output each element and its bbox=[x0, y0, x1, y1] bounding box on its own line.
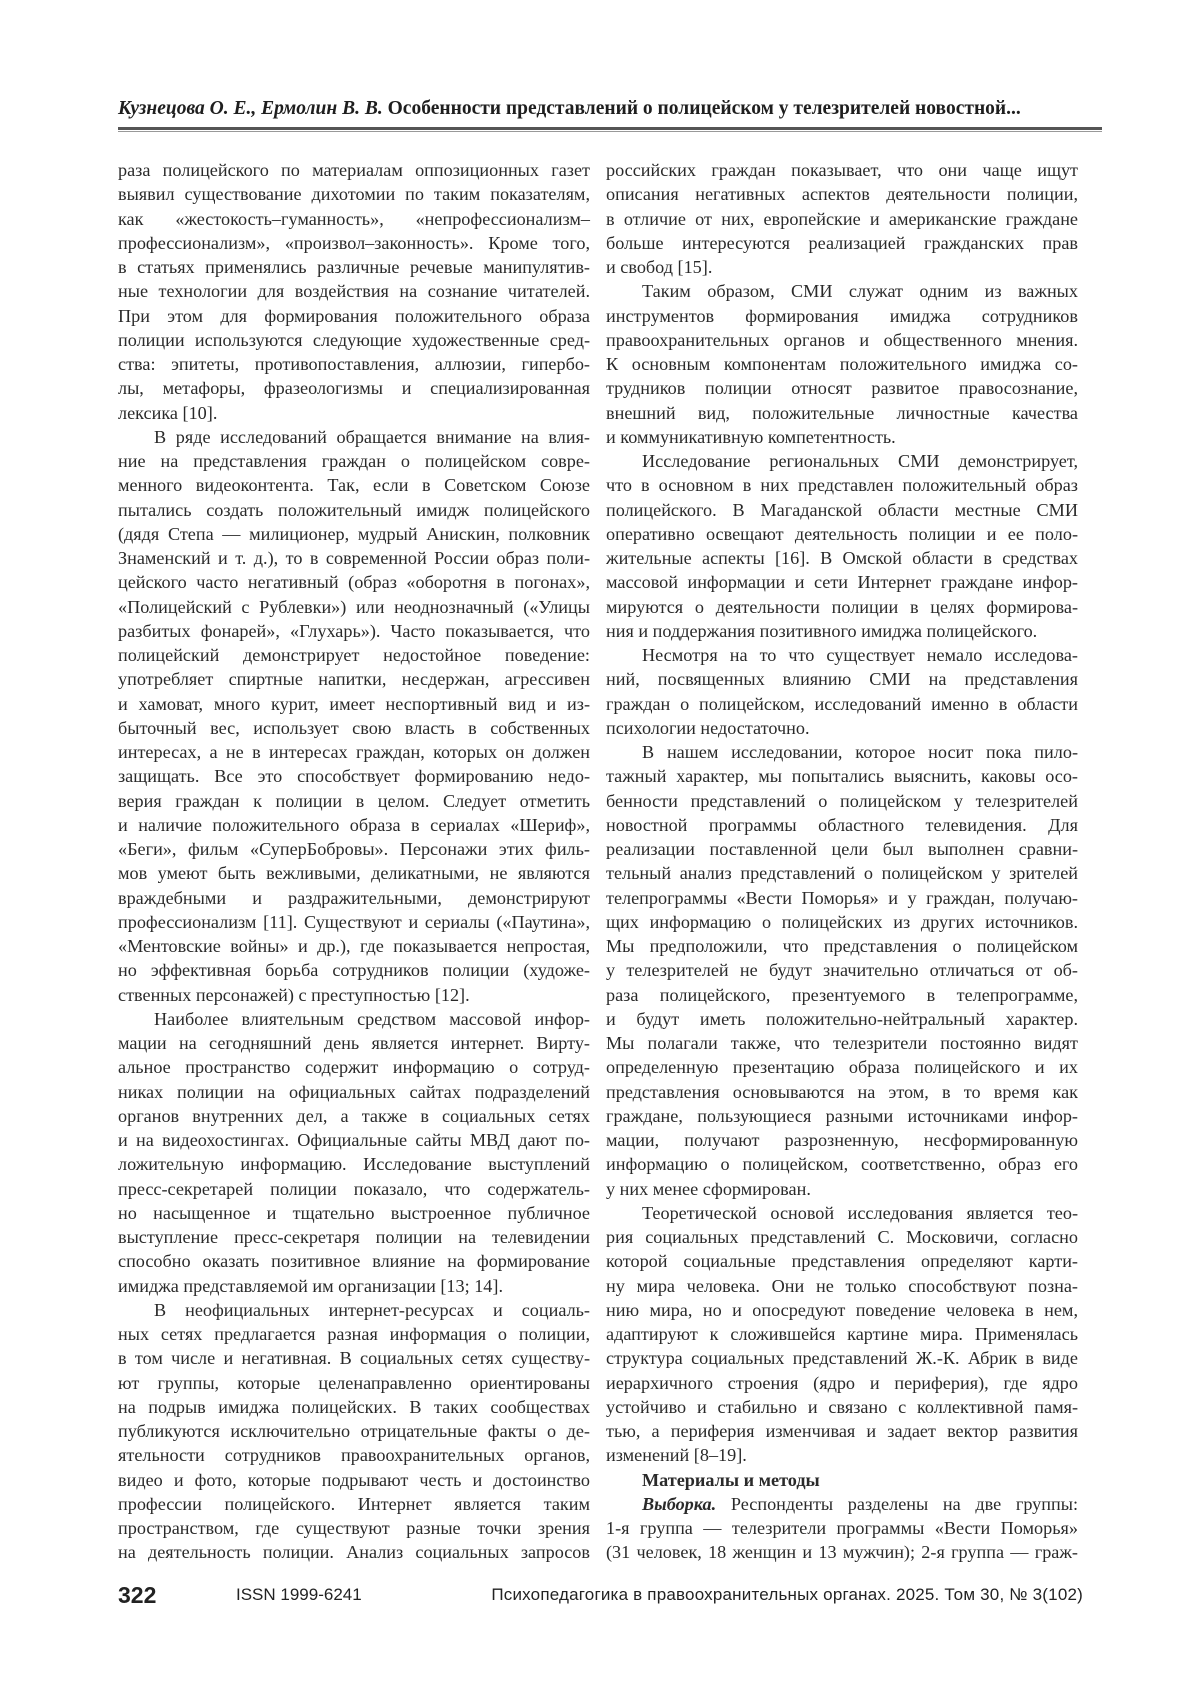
text-line: тельный анализ представлений о полицейском у зрителей bbox=[606, 861, 1078, 885]
text-line: у них менее сформирован. bbox=[606, 1177, 1078, 1201]
text-line: на подрыв имиджа полицейских. В таких сообществах bbox=[118, 1395, 590, 1419]
text-line: лы, метафоры, фразеологизмы и специализированная bbox=[118, 376, 590, 400]
text-line: ние на представления граждан о полицейском совре- bbox=[118, 449, 590, 473]
text-line: щих информацию о полицейских из других источников. bbox=[606, 910, 1078, 934]
text-line: защищать. Все это способствует формированию недо- bbox=[118, 764, 590, 788]
text-line: «Беги», фильм «СуперБобровы». Персонажи этих филь- bbox=[118, 837, 590, 861]
text-line: раза полицейского, презентуемого в телепрограмме, bbox=[606, 983, 1078, 1007]
text-line: В нашем исследовании, которое носит пока пило- bbox=[606, 740, 1078, 764]
text-line bbox=[606, 1492, 1078, 1516]
text-line: тажный характер, мы попытались выяснить, каковы осо- bbox=[606, 764, 1078, 788]
text-line: ния и поддержания позитивного имиджа полицейского. bbox=[606, 619, 1078, 643]
journal-citation: Психопедагогика в правоохранительных органах. 2025. Том 30, № 3(102) bbox=[491, 1585, 1083, 1605]
text-line: у телезрителей не будут значительно отличаться от об- bbox=[606, 958, 1078, 982]
text-line: ложительную информацию. Исследование выступлений bbox=[118, 1152, 590, 1176]
text-line: профессионализм», «произвол–законность». Кроме того, bbox=[118, 231, 590, 255]
text-line: жительные аспекты [16]. В Омской области в средствах bbox=[606, 546, 1078, 570]
text-line: полиции используются следующие художественные сред- bbox=[118, 328, 590, 352]
paragraph bbox=[118, 1007, 590, 1298]
paragraph-lead: Выборка. bbox=[642, 1494, 716, 1514]
text-line: В ряде исследований обращается внимание на влия- bbox=[118, 425, 590, 449]
text-line: враждебными и раздражительными, демонстрируют bbox=[118, 886, 590, 910]
text-line: информацию о полицейском, соответственно, образ его bbox=[606, 1152, 1078, 1176]
section-heading: Материалы и методы bbox=[606, 1468, 1078, 1492]
text-line: оперативно освещают деятельность полиции и ее поло- bbox=[606, 522, 1078, 546]
text-line: употребляет спиртные напитки, несдержан, агрессивен bbox=[118, 667, 590, 691]
text-line-rest: Респонденты разделены на две группы: bbox=[716, 1494, 1078, 1514]
right-column bbox=[606, 158, 1078, 1565]
header-rule-thin bbox=[118, 131, 1102, 132]
text-line: Мы предположили, что представления о полицейском bbox=[606, 934, 1078, 958]
text-line: устойчиво и стабильно и связано с коллективной памя- bbox=[606, 1395, 1078, 1419]
text-line: Мы полагали также, что телезрители постоянно видят bbox=[606, 1031, 1078, 1055]
text-line: ных сетях предлагается разная информация о полиции, bbox=[118, 1322, 590, 1346]
text-line: но насыщенное и тщательно выстроенное публичное bbox=[118, 1201, 590, 1225]
text-line: в том числе и негативная. В социальных сетях существу- bbox=[118, 1346, 590, 1370]
text-line: полицейского. В Магаданской области местные СМИ bbox=[606, 498, 1078, 522]
text-line: и коммуникативную компетентность. bbox=[606, 425, 1078, 449]
text-line: (31 человек, 18 женщин и 13 мужчин); 2-я группа — граж- bbox=[606, 1540, 1078, 1564]
text-line: представления основываются на этом, в то время как bbox=[606, 1080, 1078, 1104]
text-line: граждан о полицейском, исследований именно в области bbox=[606, 692, 1078, 716]
text-line: бенности представлений о полицейском у телезрителей bbox=[606, 789, 1078, 813]
text-line: мации на сегодняшний день является интернет. Вирту- bbox=[118, 1031, 590, 1055]
text-line: разбитых фонарей», «Глухарь»). Часто показывается, что bbox=[118, 619, 590, 643]
text-line: рия социальных представлений С. Московичи, согласно bbox=[606, 1225, 1078, 1249]
text-line: на деятельность полиции. Анализ социальных запросов bbox=[118, 1540, 590, 1564]
text-line: выявил существование дихотомии по таким показателям, bbox=[118, 182, 590, 206]
text-line: альное пространство содержит информацию о сотруд- bbox=[118, 1055, 590, 1079]
text-line: имиджа представляемой им организации [13; 14]. bbox=[118, 1274, 590, 1298]
header-authors: Кузнецова О. Е., Ермолин В. В. bbox=[118, 98, 383, 119]
text-line: и будут иметь положительно-нейтральный характер. bbox=[606, 1007, 1078, 1031]
text-line: видео и фото, которые подрывают честь и достоинство bbox=[118, 1468, 590, 1492]
text-line: В неофициальных интернет-ресурсах и социаль- bbox=[118, 1298, 590, 1322]
text-line: ну мира человека. Они не только способствуют позна- bbox=[606, 1274, 1078, 1298]
page-footer bbox=[118, 1582, 1083, 1612]
text-line: новостной программы областного телевидения. Для bbox=[606, 813, 1078, 837]
text-line: пространством, где существуют разные точки зрения bbox=[118, 1516, 590, 1540]
text-line: Наиболее влиятельным средством массовой инфор- bbox=[118, 1007, 590, 1031]
text-line: описания негативных аспектов деятельности полиции, bbox=[606, 182, 1078, 206]
paragraph bbox=[606, 740, 1078, 1201]
text-line: верия граждан к полиции в целом. Следует отметить bbox=[118, 789, 590, 813]
left-column bbox=[118, 158, 590, 1565]
text-line: способно оказать позитивное влияние на формирование bbox=[118, 1249, 590, 1273]
text-line: правоохранительных органов и общественного мнения. bbox=[606, 328, 1078, 352]
paragraph bbox=[606, 1201, 1078, 1468]
text-line: ства: эпитеты, противопоставления, аллюзии, гипербо- bbox=[118, 352, 590, 376]
paragraph bbox=[118, 425, 590, 1007]
text-line: Исследование региональных СМИ демонстрирует, bbox=[606, 449, 1078, 473]
text-line: мируются о деятельности полиции в целях формирова- bbox=[606, 595, 1078, 619]
text-line: иерархичного строения (ядро и периферия), где ядро bbox=[606, 1371, 1078, 1395]
text-line: ний, посвященных влиянию СМИ на представления bbox=[606, 667, 1078, 691]
text-line: При этом для формирования положительного образа bbox=[118, 304, 590, 328]
text-line: Несмотря на то что существует немало исследова- bbox=[606, 643, 1078, 667]
header-rule bbox=[118, 127, 1102, 130]
text-line: никах полиции на официальных сайтах подразделений bbox=[118, 1080, 590, 1104]
text-line: но эффективная борьба сотрудников полиции (художе- bbox=[118, 958, 590, 982]
text-line: «Ментовские войны» и др.), где показывается непростая, bbox=[118, 934, 590, 958]
text-line: тью, а периферия изменчивая и задает вектор развития bbox=[606, 1419, 1078, 1443]
text-line: раза полицейского по материалам оппозиционных газет bbox=[118, 158, 590, 182]
text-line: нию мира, но и опосредуют поведение человека в нем, bbox=[606, 1298, 1078, 1322]
text-line: К основным компонентам положительного имиджа со- bbox=[606, 352, 1078, 376]
text-line: цейского часто негативный (образ «оборотня в погонах», bbox=[118, 570, 590, 594]
text-line: и на видеохостингах. Официальные сайты МВД дают по- bbox=[118, 1128, 590, 1152]
text-line: профессионализм [11]. Существуют и сериалы («Паутина», bbox=[118, 910, 590, 934]
text-line: пытались создать положительный имидж полицейского bbox=[118, 498, 590, 522]
text-line: реализации поставленной цели был выполнен сравни- bbox=[606, 837, 1078, 861]
text-line: определенную презентацию образа полицейского и их bbox=[606, 1055, 1078, 1079]
text-line: и наличие положительного образа в сериалах «Шериф», bbox=[118, 813, 590, 837]
text-line: инструментов формирования имиджа сотрудников bbox=[606, 304, 1078, 328]
text-line: адаптируют к сложившейся картине мира. Применялась bbox=[606, 1322, 1078, 1346]
text-line: больше интересуются реализацией гражданских прав bbox=[606, 231, 1078, 255]
text-line: и свобод [15]. bbox=[606, 255, 1078, 279]
header-title: Особенности представлений о полицейском у телезрителей новостной... bbox=[388, 98, 1021, 119]
text-line: Таким образом, СМИ служат одним из важных bbox=[606, 279, 1078, 303]
text-line: трудников полиции относят развитое правосознание, bbox=[606, 376, 1078, 400]
text-line: которой социальные представления определяют карти- bbox=[606, 1249, 1078, 1273]
text-line: как «жестокость–гуманность», «непрофессионализм– bbox=[118, 207, 590, 231]
text-line: лексика [10]. bbox=[118, 401, 590, 425]
text-line: менного видеоконтента. Так, если в Советском Союзе bbox=[118, 473, 590, 497]
paragraph bbox=[118, 158, 590, 425]
text-line: ные технологии для воздействия на сознание читателей. bbox=[118, 279, 590, 303]
text-line: в отличие от них, европейские и американские граждане bbox=[606, 207, 1078, 231]
running-header bbox=[118, 98, 1100, 120]
text-line: интересах, а не в интересах граждан, которых он должен bbox=[118, 740, 590, 764]
text-line: ют группы, которые целенаправленно ориентированы bbox=[118, 1371, 590, 1395]
text-line: массовой информации и сети Интернет граждане инфор- bbox=[606, 570, 1078, 594]
text-line: структура социальных представлений Ж.-К. Абрик в виде bbox=[606, 1346, 1078, 1370]
paragraph bbox=[606, 158, 1078, 279]
text-line: быточный вес, использует свою власть в собственных bbox=[118, 716, 590, 740]
paragraph bbox=[606, 643, 1078, 740]
text-line: и хамоват, много курит, имеет неспортивный вид и из- bbox=[118, 692, 590, 716]
text-line: граждане, пользующиеся разными источниками инфор- bbox=[606, 1104, 1078, 1128]
text-line: психологии недостаточно. bbox=[606, 716, 1078, 740]
issn: ISSN 1999-6241 bbox=[236, 1585, 362, 1605]
text-line: телепрограммы «Вести Поморья» и у граждан, получаю- bbox=[606, 886, 1078, 910]
text-line: «Полицейский с Рублевки») или неоднозначный («Улицы bbox=[118, 595, 590, 619]
text-line: мации, получают разрозненную, несформированную bbox=[606, 1128, 1078, 1152]
paragraph bbox=[606, 279, 1078, 449]
text-line: в статьях применялись различные речевые манипулятив- bbox=[118, 255, 590, 279]
paragraph bbox=[118, 1298, 590, 1565]
text-line: полицейский демонстрирует недостойное поведение: bbox=[118, 643, 590, 667]
text-line: изменений [8–19]. bbox=[606, 1443, 1078, 1467]
text-line: что в основном в них представлен положительный образ bbox=[606, 473, 1078, 497]
page-number: 322 bbox=[118, 1582, 156, 1609]
text-line: внешний вид, положительные личностные качества bbox=[606, 401, 1078, 425]
text-line: мов умеют быть вежливыми, деликатными, не являются bbox=[118, 861, 590, 885]
text-line: (дядя Степа — милиционер, мудрый Анискин, полковник bbox=[118, 522, 590, 546]
paragraph bbox=[606, 449, 1078, 643]
paragraph bbox=[606, 1492, 1078, 1565]
text-line: ственных персонажей) с преступностью [12]. bbox=[118, 983, 590, 1007]
text-line: профессии полицейского. Интернет является таким bbox=[118, 1492, 590, 1516]
text-line: российских граждан показывает, что они чаще ищут bbox=[606, 158, 1078, 182]
text-line: Знаменский и т. д.), то в современной России образ поли- bbox=[118, 546, 590, 570]
text-line: Теоретической основой исследования является тео- bbox=[606, 1201, 1078, 1225]
text-line: 1-я группа — телезрители программы «Вести Поморья» bbox=[606, 1516, 1078, 1540]
text-line: ятельности сотрудников правоохранительных органов, bbox=[118, 1443, 590, 1467]
text-line: органов внутренних дел, а также в социальных сетях bbox=[118, 1104, 590, 1128]
text-line: публикуются исключительно отрицательные факты о де- bbox=[118, 1419, 590, 1443]
text-line: пресс-секретарей полиции показало, что содержатель- bbox=[118, 1177, 590, 1201]
text-line: выступление пресс-секретаря полиции на телевидении bbox=[118, 1225, 590, 1249]
